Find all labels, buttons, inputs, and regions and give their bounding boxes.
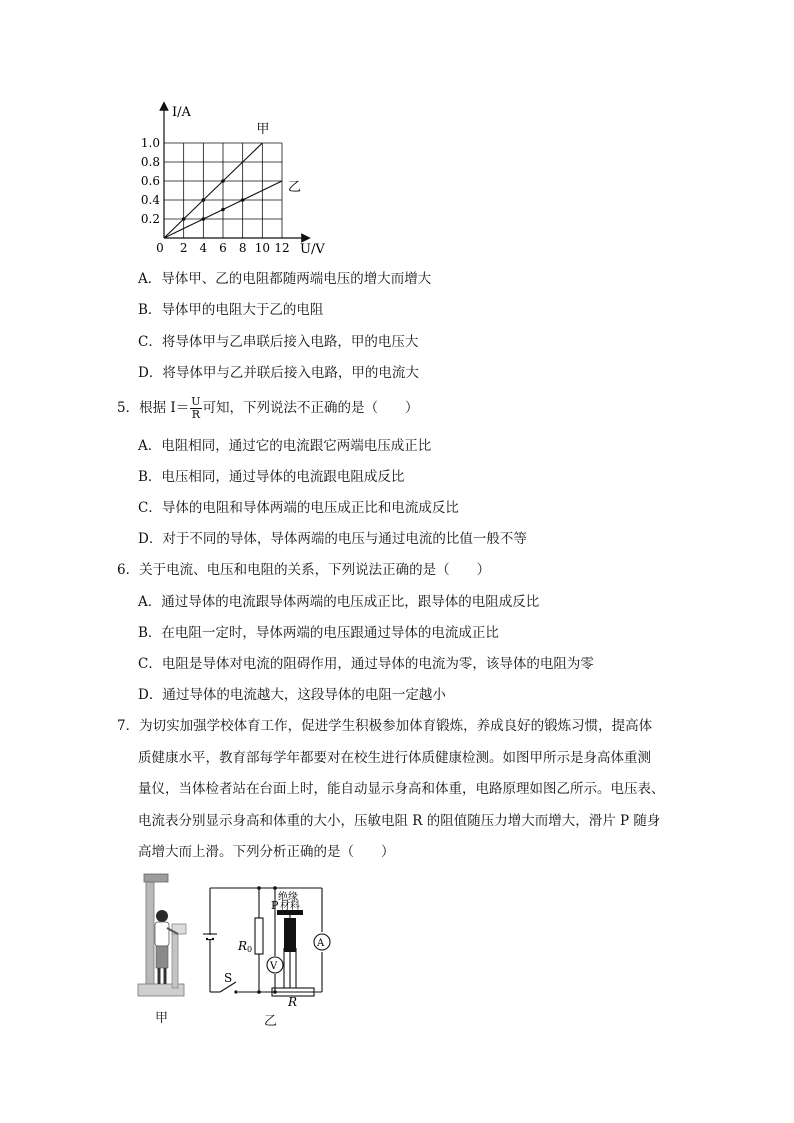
q6-stem: 6．关于电流、电压和电阻的关系，下列说法正确的是（ ） xyxy=(117,562,491,578)
x-tick-labels xyxy=(156,241,289,255)
data-point xyxy=(221,208,225,212)
series-label-jia: 甲 xyxy=(256,122,270,137)
series-line-jia xyxy=(164,143,262,238)
q6-option-a: A．通过导体的电流跟导体两端的电压成正比，跟导体的电阻成反比 xyxy=(138,594,540,610)
q5-option-a: A．电阻相同，通过它的电流跟它两端电压成正比 xyxy=(138,438,432,454)
y-tick-label: 0.6 xyxy=(140,174,160,188)
q5-option-b: B．电压相同，通过导体的电流跟电阻成反比 xyxy=(138,469,405,485)
q4-option-c: C．将导体甲与乙串联后接入电路，甲的电压大 xyxy=(138,334,419,350)
q5-suffix: 可知，下列说法不正确的是（ ） xyxy=(202,400,419,416)
q4-option-d: D．将导体甲与乙并联后接入电路，甲的电流大 xyxy=(138,365,419,381)
figure-yi-caption: 乙 xyxy=(264,1014,278,1029)
q5-option-c: C．导体的电阻和导体两端的电压成正比和电流成反比 xyxy=(138,500,459,516)
data-point xyxy=(241,198,245,202)
data-point xyxy=(202,217,206,221)
figure-yi-circuit xyxy=(200,878,340,1008)
x-axis-label: U/V xyxy=(300,242,325,257)
figure-jia-scale-photo xyxy=(136,872,196,1000)
x-tick-label: 6 xyxy=(219,241,227,255)
q7-line-1: 7．为切实加强学校体育工作，促进学生积极参加体育锻炼，养成良好的锻炼习惯，提高体 xyxy=(117,718,653,734)
y-tick-label: 0.8 xyxy=(140,155,160,169)
q4-option-b: B．导体甲的电阻大于乙的电阻 xyxy=(138,302,324,318)
resistor-r0 xyxy=(255,918,263,954)
y-tick-label: 0.2 xyxy=(140,212,160,226)
x-tick-label: 4 xyxy=(199,241,208,255)
x-tick-label: 12 xyxy=(274,241,290,255)
q6-option-c: C．电阻是导体对电流的阻碍作用，通过导体的电流为零，该导体的电阻为零 xyxy=(138,656,594,672)
data-point xyxy=(202,198,206,202)
y-tick-labels xyxy=(141,136,160,226)
q7-line-2: 质健康水平，教育部每学年都要对在校生进行体质健康检测。如图甲所示是身高体重测 xyxy=(138,750,651,766)
q6-option-d: D．通过导体的电流越大，这段导体的电阻一定越小 xyxy=(138,687,446,703)
ohm-fraction xyxy=(190,396,201,421)
q5-option-d: D．对于不同的导体，导体两端的电压与通过电流的比值一般不等 xyxy=(138,531,527,547)
iu-graph xyxy=(130,98,350,258)
insulation-label-2: 材料 xyxy=(280,901,300,912)
q7-line-5: 高增大而上滑。下列分析正确的是（ ） xyxy=(138,844,395,860)
r0-letter: R xyxy=(238,939,248,953)
data-point xyxy=(182,217,186,221)
r-label: R xyxy=(288,995,298,1008)
figure-jia-caption: 甲 xyxy=(155,1011,169,1026)
data-point xyxy=(221,179,225,183)
r0-subscript: 0 xyxy=(247,945,253,954)
x-tick-label: 10 xyxy=(254,241,270,255)
graph-grid xyxy=(164,143,282,238)
q6-option-b: B．在电阻一定时，导体两端的电压跟通过导体的电流成正比 xyxy=(138,625,499,641)
x-tick-label: 8 xyxy=(238,241,247,255)
q4-option-a: A．导体甲、乙的电阻都随两端电压的增大而增大 xyxy=(138,271,432,287)
insulation-block xyxy=(284,918,296,952)
y-tick-label: 0.4 xyxy=(140,193,160,207)
series-label-yi: 乙 xyxy=(288,180,302,195)
switch-label: S xyxy=(224,971,233,985)
q5-stem xyxy=(117,396,419,421)
x-tick-label: 0 xyxy=(156,241,164,255)
fraction-denominator: R xyxy=(191,408,200,421)
x-tick-label: 2 xyxy=(179,241,188,255)
q7-line-3: 量仪，当体检者站在台面上时，能自动显示身高和体重，电路原理如图乙所示。电压表、 xyxy=(138,781,665,797)
voltmeter-label: V xyxy=(270,961,278,972)
p-label: P xyxy=(271,899,279,912)
ammeter-label: A xyxy=(317,938,325,949)
y-axis-label: I/A xyxy=(172,105,191,120)
insulation-label-1: 绝缘 xyxy=(278,892,298,903)
r0-label xyxy=(237,939,252,954)
q7-line-4: 电流表分别显示身高和体重的大小，压敏电阻 R 的阻值随压力增大而增大，滑片 P 随身 xyxy=(138,813,661,829)
fraction-numerator: U xyxy=(191,395,201,408)
series-lines xyxy=(164,122,301,238)
y-tick-label: 1.0 xyxy=(140,136,160,150)
q5-prefix: 5．根据 I＝ xyxy=(117,400,190,416)
